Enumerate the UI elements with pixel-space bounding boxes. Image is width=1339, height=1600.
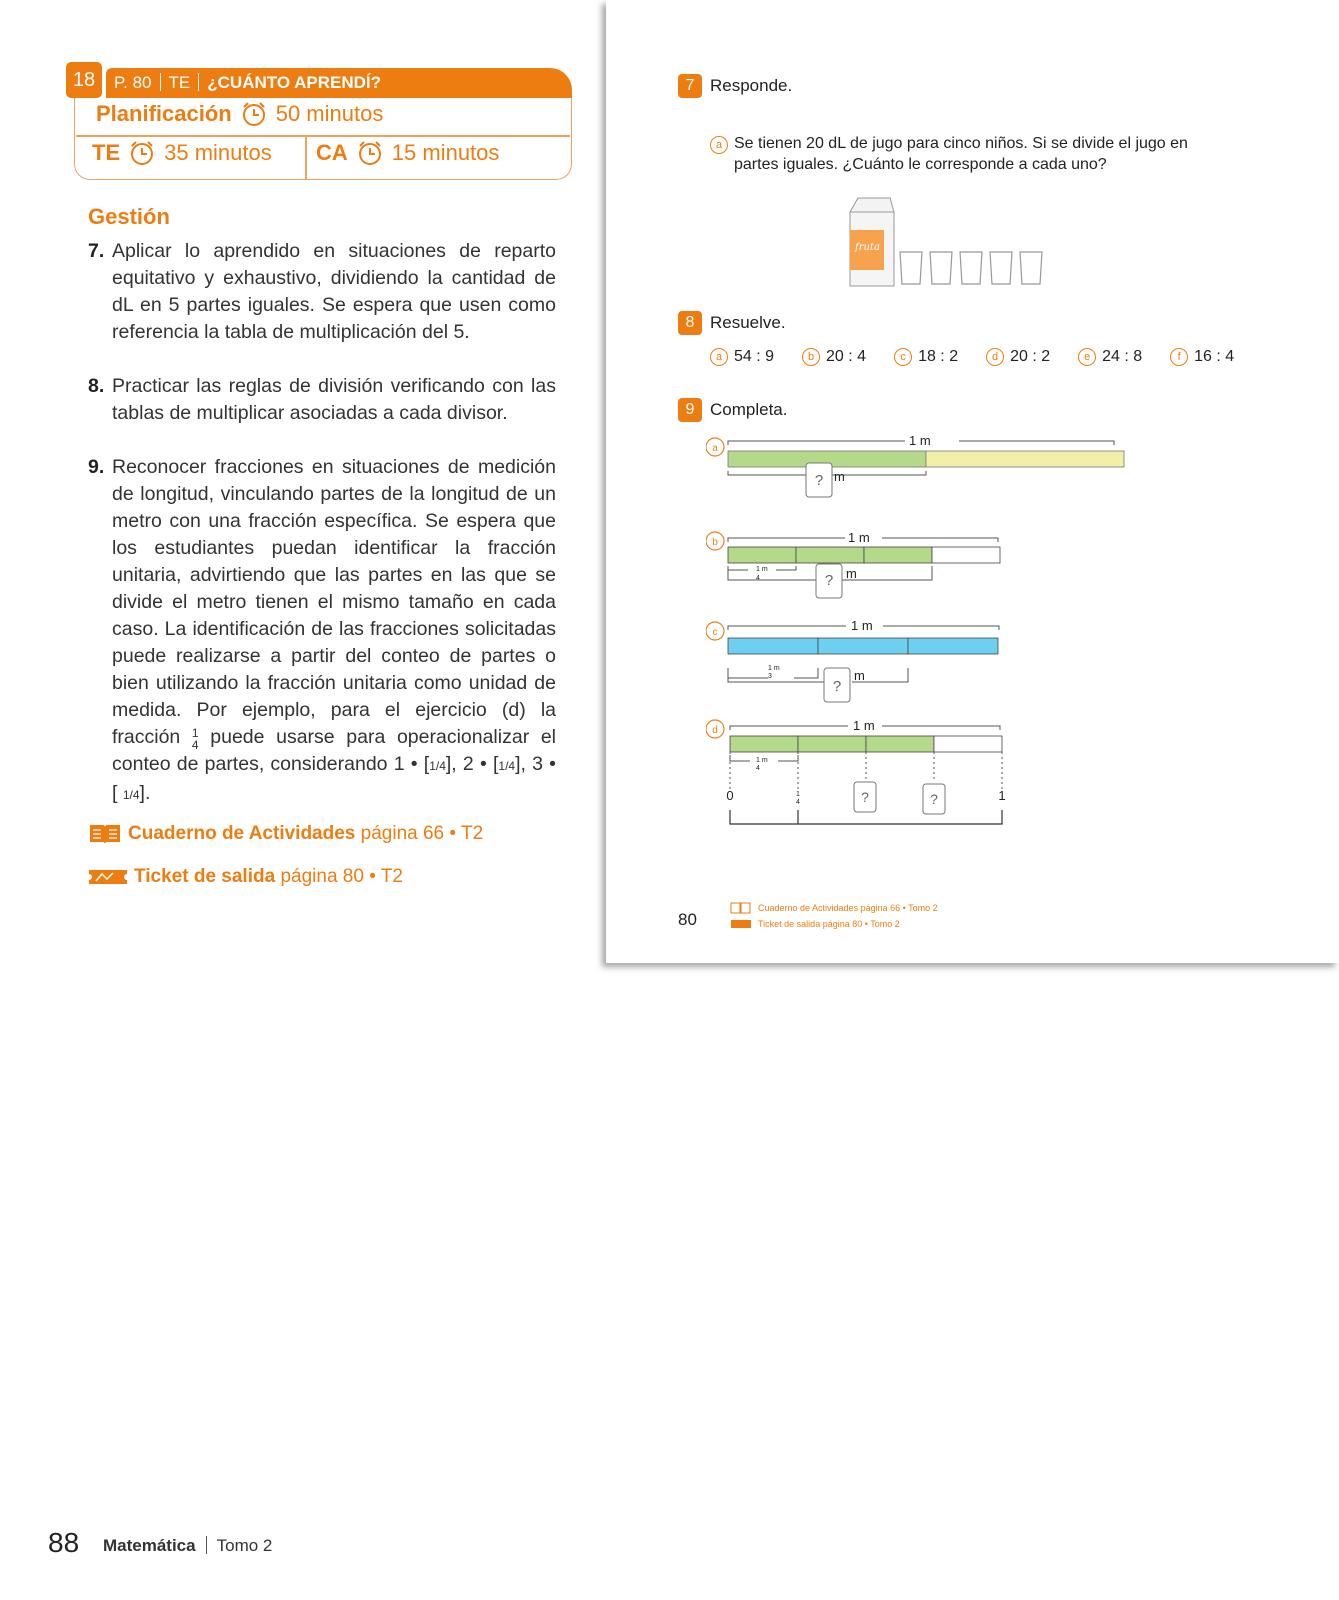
gestion-item-9	[88, 454, 556, 809]
svg-text:?: ?	[814, 472, 824, 489]
te-time: 35 minutos	[164, 140, 272, 165]
open-book-icon	[730, 902, 752, 914]
svg-text:4: 4	[756, 765, 760, 772]
student-page-number: 80	[678, 910, 697, 929]
gestion-title: Gestión	[88, 204, 170, 229]
division-item-e: e 24 : 8	[1078, 348, 1142, 366]
question-9-badge: 9	[678, 398, 702, 422]
svg-text:1 m: 1 m	[756, 757, 768, 764]
svg-text:m: m	[834, 469, 845, 484]
gestion-item-7	[88, 238, 556, 346]
student-footer-ticket: Ticket de salida página 80 • Tomo 2	[758, 919, 900, 929]
page-number: 88	[48, 1527, 80, 1558]
division-item-f: f 16 : 4	[1170, 348, 1234, 366]
ca-time: 15 minutos	[391, 140, 500, 165]
item-number: 7.	[88, 240, 105, 262]
svg-text:?: ?	[930, 791, 938, 807]
svg-text:1 m: 1 m	[756, 566, 768, 573]
svg-text:1: 1	[796, 791, 800, 798]
alarm-clock-icon	[356, 139, 384, 167]
student-page-thumbnail	[606, 0, 1339, 963]
planning-divider	[76, 135, 570, 137]
item-number: 9.	[88, 456, 105, 478]
division-exercises	[710, 348, 1252, 366]
division-item-a: a 54 : 9	[710, 348, 774, 366]
open-book-icon	[88, 822, 122, 846]
svg-text:c: c	[712, 627, 718, 638]
section-title: ¿CUÁNTO APRENDÍ?	[207, 73, 382, 92]
item-text: Practicar las reglas de división verificando con las tablas de multiplicar asociadas a cada divisor.	[112, 375, 556, 424]
svg-text:m: m	[846, 566, 857, 581]
te-label: TE	[92, 140, 121, 165]
lesson-number-badge: 18	[66, 62, 102, 98]
svg-text:1 m: 1 m	[853, 718, 875, 733]
svg-text:0: 0	[726, 788, 734, 803]
item-text: Reconocer fracciones en situaciones de medición de longitud, vinculando partes de la longitud de un metro con una fracción específica. Se espera que los estudiantes puedan identificar la fracción unitaria, advirtiendo que las partes en las que se divide el metro tienen el mismo tamaño en cada caso. La identificación de las fracciones solicitadas puede realizarse a partir del conteo de partes o bien utilizando la fracción unitaria como unidad de medida. Por ejemplo, para el ejercicio (d) la fracción 1 4 puede usarse para operacionalizar el conteo de partes, considerando 1 • [1/4], 2 • [1/4], 3 • [ 1/4].	[112, 456, 556, 804]
te-row	[92, 139, 272, 167]
ticket-icon	[730, 919, 752, 929]
svg-text:4: 4	[756, 575, 760, 582]
svg-text:?: ?	[824, 572, 834, 589]
ca-row	[316, 139, 499, 167]
cuaderno-link[interactable]: Cuaderno de Actividades página 66 • T2	[88, 822, 483, 846]
svg-text:1 m: 1 m	[848, 530, 870, 545]
svg-text:1 m: 1 m	[851, 618, 873, 633]
fraction-one-quarter: 1 4	[191, 726, 199, 752]
svg-text:?: ?	[832, 678, 842, 695]
juice-carton-and-glasses-illustration	[846, 196, 1046, 290]
svg-text:1: 1	[998, 788, 1006, 803]
division-item-b: b 20 : 4	[802, 348, 866, 366]
division-item-c: c 18 : 2	[894, 348, 958, 366]
ticket-icon	[88, 866, 128, 888]
student-footer-cuaderno: Cuaderno de Actividades página 66 • Tomo 2	[758, 903, 938, 913]
glass-icons	[900, 252, 1042, 284]
question-7a-text-1: Se tienen 20 dL de jugo para cinco niños. Si se divide el jugo en	[734, 135, 1188, 152]
ticket-link[interactable]: Ticket de salida página 80 • T2	[88, 866, 403, 888]
option-a-marker: a	[710, 136, 728, 154]
footer-subject: Matemática Tomo 2	[103, 1536, 273, 1555]
page-ref: P. 80	[114, 73, 152, 92]
planning-label: Planificación	[96, 101, 232, 126]
svg-text:?: ?	[861, 789, 869, 805]
alarm-clock-icon	[128, 139, 156, 167]
question-7-title: Responde.	[710, 76, 793, 95]
gestion-item-8	[88, 373, 556, 427]
planning-time: 50 minutos	[275, 101, 384, 126]
svg-text:b: b	[712, 537, 718, 548]
svg-text:3: 3	[768, 673, 772, 680]
item-text: Aplicar lo aprendido en situaciones de reparto equitativo y exhaustivo, dividiendo la cantidad de dL en 5 partes iguales. Se espera que usen como referencia la tabla de multiplicación del 5.	[112, 240, 556, 343]
lesson-header-bar	[106, 68, 572, 98]
division-item-d: d 20 : 2	[986, 348, 1050, 366]
question-8-badge: 8	[678, 311, 702, 335]
question-8-title: Resuelve.	[710, 313, 786, 332]
svg-text:1 m: 1 m	[909, 433, 931, 448]
question-7a-text-2: partes iguales. ¿Cuánto le corresponde a cada uno?	[734, 156, 1107, 173]
svg-text:m: m	[854, 668, 865, 683]
fraction-bars-diagram	[706, 430, 1146, 850]
svg-text:4: 4	[796, 799, 800, 806]
lesson-type: TE	[168, 73, 191, 92]
juice-carton-icon	[850, 198, 894, 286]
svg-text:fruta: fruta	[855, 242, 880, 253]
alarm-clock-icon	[240, 100, 268, 128]
question-9-title: Completa.	[710, 400, 788, 419]
planning-vertical-divider	[305, 136, 307, 180]
planning-row	[96, 100, 383, 128]
item-number: 8.	[88, 375, 105, 397]
ca-label: CA	[316, 140, 348, 165]
bar-a-rest	[926, 451, 1124, 467]
svg-text:a: a	[712, 443, 718, 454]
question-7-badge: 7	[678, 74, 702, 98]
svg-text:1 m: 1 m	[768, 665, 780, 672]
svg-text:d: d	[712, 725, 718, 736]
